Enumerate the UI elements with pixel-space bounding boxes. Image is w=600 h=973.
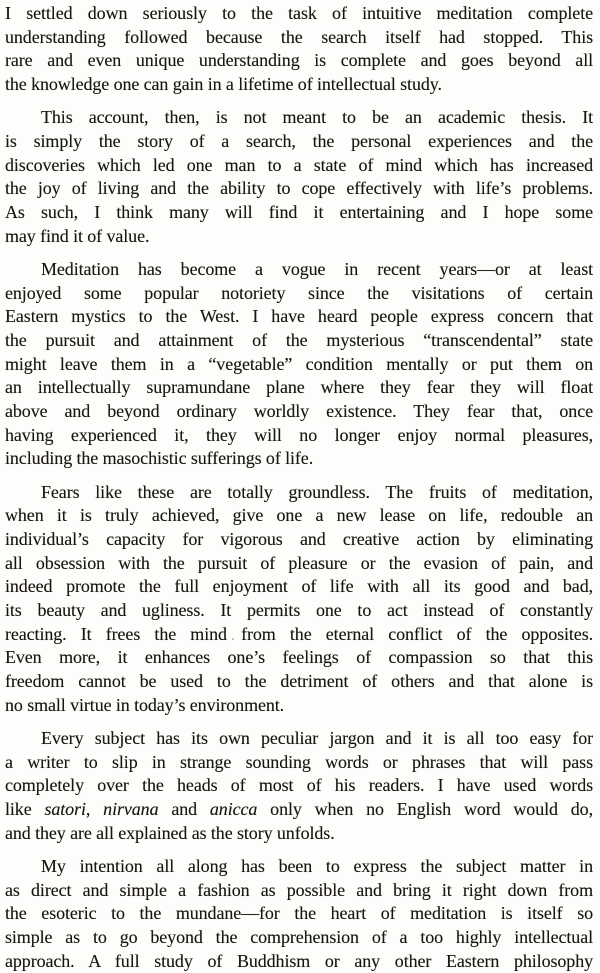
text-line: Eastern mystics to the West. I have heard people express concern that — [5, 306, 593, 327]
text-line: simple as to go beyond the comprehension of a too highly intellectual — [5, 926, 593, 947]
text-line — [5, 798, 593, 822]
paragraph — [5, 855, 593, 973]
paragraph — [5, 258, 593, 471]
text-line: discoveries which led one man to a state of mind which has increased — [5, 154, 593, 175]
text-line: understanding followed because the search itself had stopped. This — [5, 26, 593, 47]
text-line: Fears like these are totally groundless. The fruits of meditation, — [41, 481, 593, 502]
text-line: as direct and simple a fashion as possible and bring it right down from — [5, 879, 593, 900]
text-line: the esoteric to the mundane—for the heart of meditation is itself so — [5, 903, 593, 924]
italic-term: anicca — [209, 799, 258, 819]
text-line: may find it of value. — [5, 225, 150, 246]
paragraph — [5, 481, 593, 718]
text-line: This account, then, is not meant to be an academic thesis. It — [41, 107, 593, 128]
text-line: the knowledge one can gain in a lifetime of intellectual study. — [5, 74, 442, 95]
text-segment: like — [5, 799, 45, 819]
italic-term: nirvana — [103, 799, 159, 819]
text-line: reacting. It frees the mind from the eternal conflict of the opposites. — [5, 623, 593, 644]
text-line: Every subject has its own peculiar jargon and it is all too easy for — [41, 727, 593, 748]
text-line: I settled down seriously to the task of intuitive meditation complete — [5, 3, 593, 23]
text-segment: only when no English word would do, — [257, 799, 593, 819]
text-line: when it is truly achieved, give one a new lease on life, redouble an — [5, 505, 593, 526]
text-line: is simply the story of a search, the personal experiences and the — [5, 130, 593, 151]
text-line: all obsession with the pursuit of pleasure or the evasion of pain, and — [5, 552, 593, 573]
text-line: As such, I think many will find it entertaining and I hope some — [5, 202, 593, 222]
paragraph — [5, 2, 593, 97]
text-line: indeed promote the full enjoyment of life with all its good and bad, — [5, 576, 593, 597]
text-line: approach. A full study of Buddhism or any other Eastern philosophy — [5, 950, 593, 971]
text-line: might leave them in a “vegetable” condition mentally or put them on — [5, 353, 593, 374]
text-line: the pursuit and attainment of the mysterious “transcendental” state — [5, 329, 593, 350]
text-line: My intention all along has been to express the subject matter in — [41, 855, 593, 876]
text-line: no small virtue in today’s environment. — [5, 694, 285, 715]
paragraph — [5, 106, 593, 248]
book-page-text — [5, 2, 593, 973]
text-line: including the masochistic sufferings of life. — [5, 448, 314, 469]
text-line: an intellectually supramundane plane where they fear they will float — [5, 377, 593, 398]
paragraph — [5, 727, 593, 845]
text-line: above and beyond ordinary worldly existence. They fear that, once — [5, 401, 593, 421]
text-line: and they are all explained as the story unfolds. — [5, 822, 335, 843]
text-line: Even more, it enhances one’s feelings of compassion so that this — [5, 647, 593, 668]
text-segment: , — [85, 799, 104, 819]
text-line: having experienced it, they will no longer enjoy normal pleasures, — [5, 424, 593, 445]
italic-term: satori — [44, 799, 86, 819]
text-line: Meditation has become a vogue in recent years—or at least — [41, 258, 593, 279]
text-line: rare and even unique understanding is complete and goes beyond all — [5, 50, 593, 71]
text-line: freedom cannot be used to the detriment of others and that alone is — [5, 671, 593, 692]
text-segment: and — [158, 799, 210, 819]
text-line: the joy of living and the ability to cope effectively with life’s problems. — [5, 178, 593, 199]
text-line: completely over the heads of most of his readers. I have used words — [5, 775, 593, 796]
text-line: individual’s capacity for vigorous and creative action by eliminating — [5, 528, 593, 549]
text-line: enjoyed some popular notoriety since the visitations of certain — [5, 282, 593, 303]
text-line: its beauty and ugliness. It permits one to act instead of constantly — [5, 600, 593, 620]
text-line: a writer to slip in strange sounding words or phrases that will pass — [5, 751, 593, 772]
